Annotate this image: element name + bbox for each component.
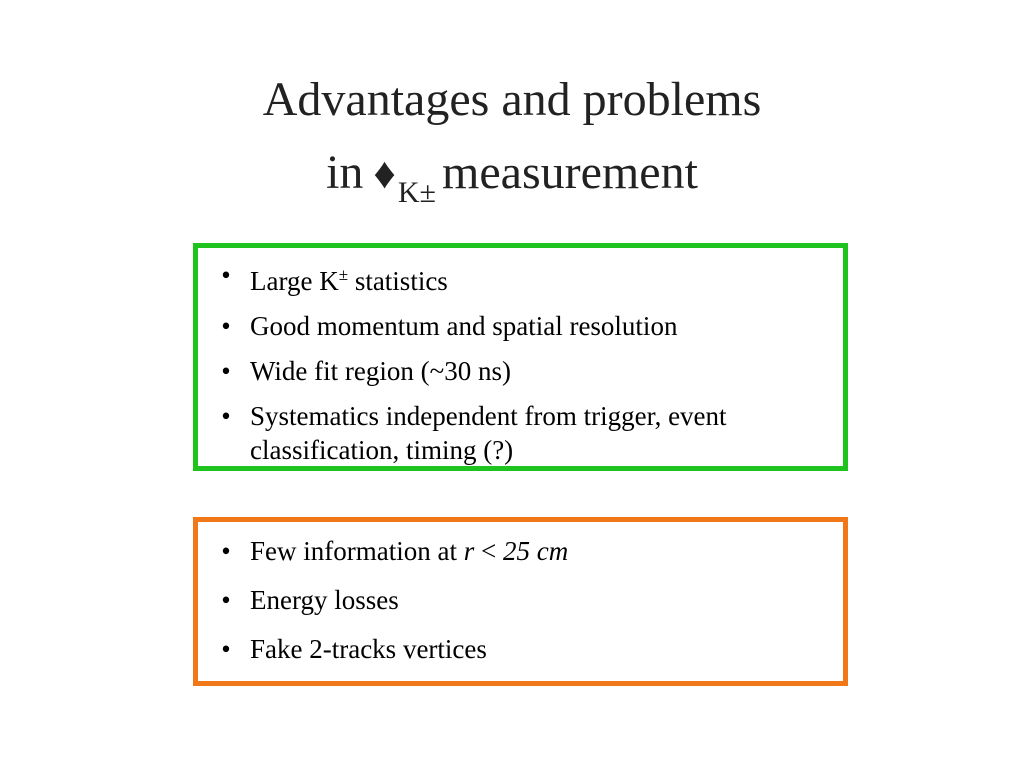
- bullet-icon: •: [221, 260, 231, 290]
- item-text: Good momentum and spatial resolution: [250, 311, 678, 341]
- item-value: 25 cm: [502, 536, 569, 566]
- list-item: [212, 583, 833, 617]
- item-text: Few information at: [250, 536, 464, 566]
- problems-box: [193, 517, 848, 686]
- list-item: [212, 632, 833, 666]
- item-text: Large K: [250, 266, 339, 296]
- list-item: [212, 534, 833, 568]
- title-prefix: in: [326, 146, 364, 199]
- bullet-icon: •: [221, 585, 231, 615]
- item-variable: r: [463, 536, 475, 566]
- item-superscript: ±: [338, 265, 349, 284]
- item-text-tail: statistics: [348, 266, 448, 296]
- item-text: Systematics independent from trigger, event classification, timing (?): [250, 401, 727, 465]
- item-text: Energy losses: [250, 585, 399, 615]
- title-suffix: measurement: [442, 146, 698, 199]
- title-text: Advantages and problems: [262, 73, 762, 126]
- bullet-icon: •: [221, 356, 231, 386]
- list-item: [212, 399, 833, 467]
- advantages-list: [212, 258, 833, 478]
- item-operator: <: [474, 536, 503, 566]
- advantages-box: [193, 243, 848, 471]
- item-text: Fake 2-tracks vertices: [250, 634, 487, 664]
- list-item: [212, 258, 833, 298]
- bullet-icon: •: [221, 536, 231, 566]
- list-item: [212, 309, 833, 343]
- bullet-icon: •: [221, 401, 231, 431]
- problems-list: [212, 534, 833, 681]
- title-line-2: [0, 144, 1024, 222]
- item-text: Wide fit region (~30 ns): [250, 356, 511, 386]
- diamond-icon: ♦: [373, 149, 396, 198]
- title-subscript: K±: [397, 176, 437, 209]
- list-item: [212, 354, 833, 388]
- bullet-icon: •: [221, 634, 231, 664]
- bullet-icon: •: [221, 311, 231, 341]
- title-line-1: [0, 71, 1024, 129]
